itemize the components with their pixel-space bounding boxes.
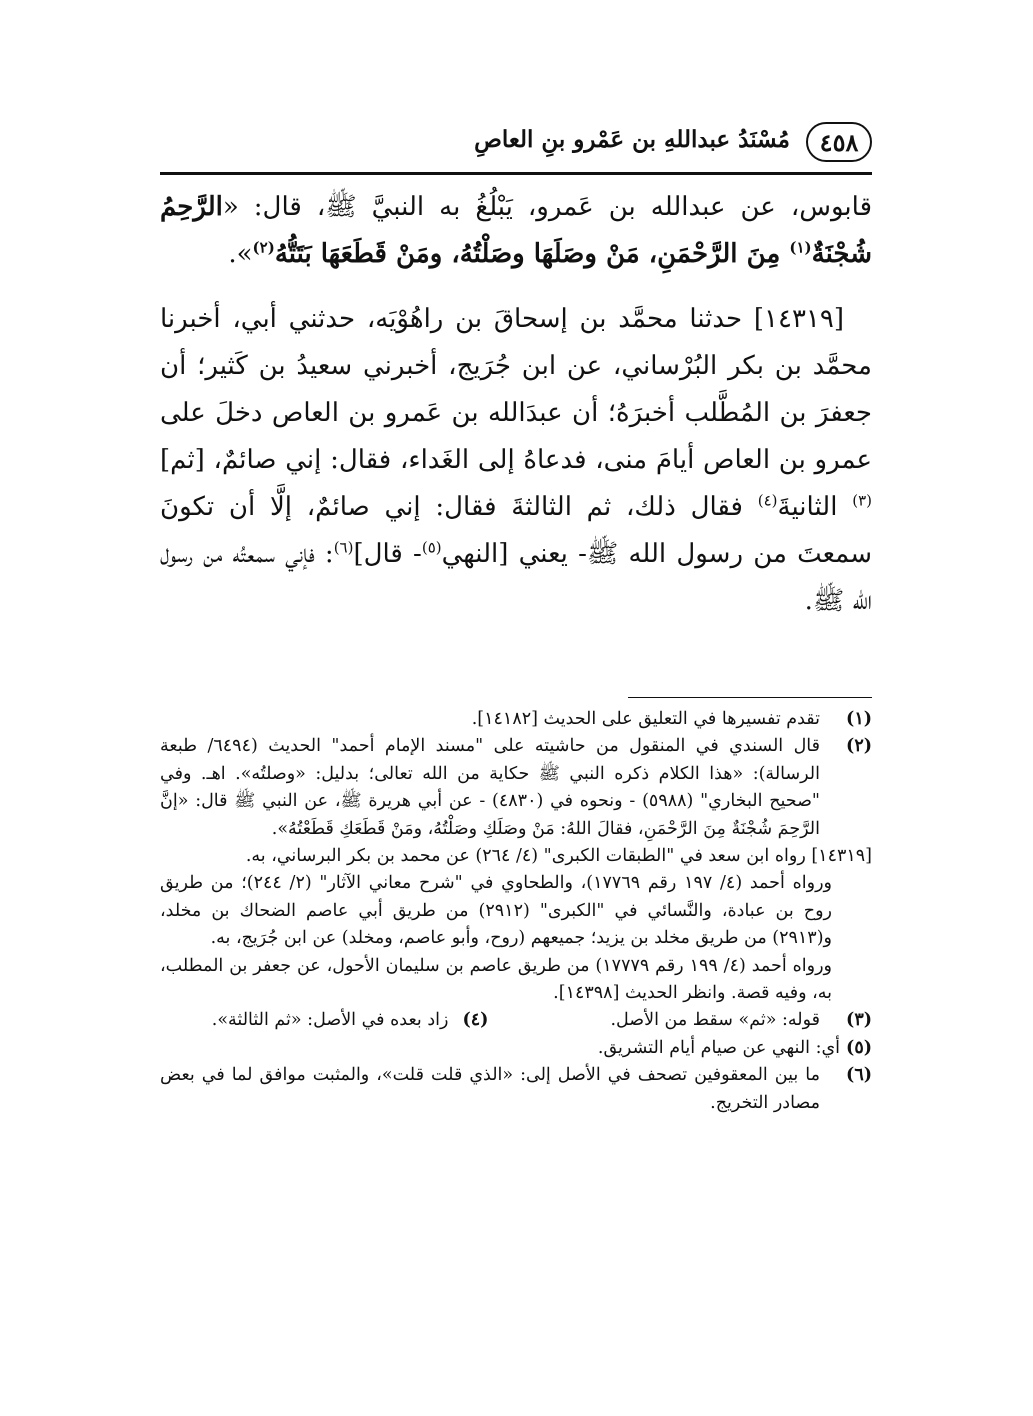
takhrij-continuation-2: ورواه أحمد (٤/ ١٩٩ رقم ١٧٧٧٩) من طريق عاصم بن سليمان الأحول، عن جعفر بن المطلب، به، وفيه قصة. وانظر الحديث [١٤٣٩٨]. [160,955,832,1004]
hadith-text: الرَّحِمُ شُجْنَةٌ$^{(١)}$ مِنَ الرَّحْمَنِ، مَنْ وصَلَهَا وصَلْتُهُ، ومَنْ قَطَعَهَا بَتَتُّهُ$^{(٢)}$ [160,192,872,269]
page-number: ٤٥٨ [806,122,872,162]
main-text [160,184,872,625]
footnote-separator [628,697,872,698]
footnote-ref-1[interactable]: (١) [789,238,812,257]
takhrij-lead: [١٤٣١٩] رواه ابن سعد في "الطبقات الكبرى" (٤/ ٢٦٤) عن محمد بن بكر البرساني، به. [245,846,872,867]
footnote-3 [610,1007,872,1034]
takhrij-continuation-1: ورواه أحمد (٤/ ١٩٧ رقم ١٧٧٦٩)، والطحاوي في "شرح معاني الآثار" (٢/ ٢٤٤)؛ من طريق روح بن عبادة، والنَّسائي في "الكبرى" (٢٩١٢) من طريق أبي عاصم الضحاك بن مخلد، و(٢٩١٣) من طريق مخلد بن يزيد؛ جميعهم (روح، وأبو عاصم، ومخلد) عن ابن جُرَيج، به. [160,873,832,949]
footnote-ref-4[interactable]: (٤) [757,491,778,510]
header-rule [160,172,872,175]
footnotes-3-4-row [160,1007,872,1034]
running-title: مُسْنَدُ عبداللهِ بن عَمْرو بنِ العاصِ [474,126,790,153]
footnote-number: (٦) [846,1065,872,1086]
footnote-text: زاد بعده في الأصل: «ثم الثالثة». [211,1010,449,1031]
footnote-ref-2[interactable]: (٢) [252,238,275,257]
footnote-number: (٣) [846,1010,872,1031]
footnote-number: (٤) [462,1010,489,1031]
footnote-text: قال السندي في المنقول من حاشيته على "مسند الإمام أحمد" الحديث (٦٤٩٤/ طبعة الرسالة): «هذا الكلام ذكره النبي ﷺ حكاية من الله تعالى؛ بدليل: «وصلتُه». اهـ. وفي "صحيح البخاري" (٥٩٨٨) - ونحوه في (٤٨٣٠) - عن أبي هريرة ﷺ، عن النبي ﷺ قال: «إنَّ الرَّحِمَ شُجْنَةٌ مِنَ الرَّحْمَنِ، فقالَ اللهُ: مَنْ وصَلَكِ وصَلْتُهُ، ومَنْ قَطَعَكِ قَطَعْتُهُ». [160,736,820,839]
footnote-5 [160,1035,872,1062]
footnote-ref-6[interactable]: (٦) [333,538,354,557]
footnote-ref-3[interactable]: (٣) [852,491,872,510]
footnote-text: قوله: «ثم» سقط من الأصل. [610,1010,820,1031]
footnote-1 [160,706,872,733]
footnote-6 [160,1062,872,1117]
footnotes [160,706,872,1117]
footnote-number: (١) [846,709,872,729]
paragraph-1: قابوس، عن عبدالله بن عَمرو، يَبْلُغُ به النبيَّ ﷺ، قال: «الرَّحِمُ شُجْنَةٌ$^{(١)}$ مِنَ الرَّحْمَنِ، مَنْ وصَلَهَا وصَلْتُهُ، ومَنْ قَطَعَهَا بَتَتُّهُ$^{(٢)}$». [160,192,872,269]
footnote-number: (٥) [846,1037,872,1058]
footnote-4 [212,1007,489,1034]
footnote-text: أي: النهي عن صيام أيام التشريق. [597,1037,841,1058]
footnote-text: تقدم تفسيرها في التعليق على الحديث [١٤١٨٢]. [471,709,820,729]
footnote-text: ما بين المعقوفين تصحف في الأصل إلى: «الذي قلت قلت»، والمثبت موافق لما في بعض مصادر التخريج. [160,1065,820,1113]
footnote-2 [160,733,872,843]
paragraph-2: [١٤٣١٩] حدثنا محمَّد بن إسحاقَ بن راهُوْيَه، حدثني أبي، أخبرنا محمَّد بن بكر البُرْساني، عن ابن جُرَيج، أخبرني سعيدُ بن كَثير؛ أن جعفرَ بن المُطَّلب أخبرَهُ؛ أن عبدَالله بن عَمرو بن العاص دخلَ على عمرو بن العاص أيامَ منى، فدعاهُ إلى الغَداء، فقال: إني صائمٌ، [ثم]$^{(٣)}$ الثانيةَ$^{(٤)}$ فقال ذلك، ثم الثالثةَ فقال: إني صائمٌ، إلَّا أن تكونَ سمعتَ من رسول الله ﷺ- يعني [النهي$^{(٥)}$- قال]$^{(٦)}$: فإني سمعتُه من رسول الله ﷺ. [160,304,872,616]
footnote-number: (٢) [846,736,872,757]
footnote-ref-5[interactable]: (٥) [421,538,442,557]
takhrij-note [160,843,872,1007]
page-header [160,118,872,174]
